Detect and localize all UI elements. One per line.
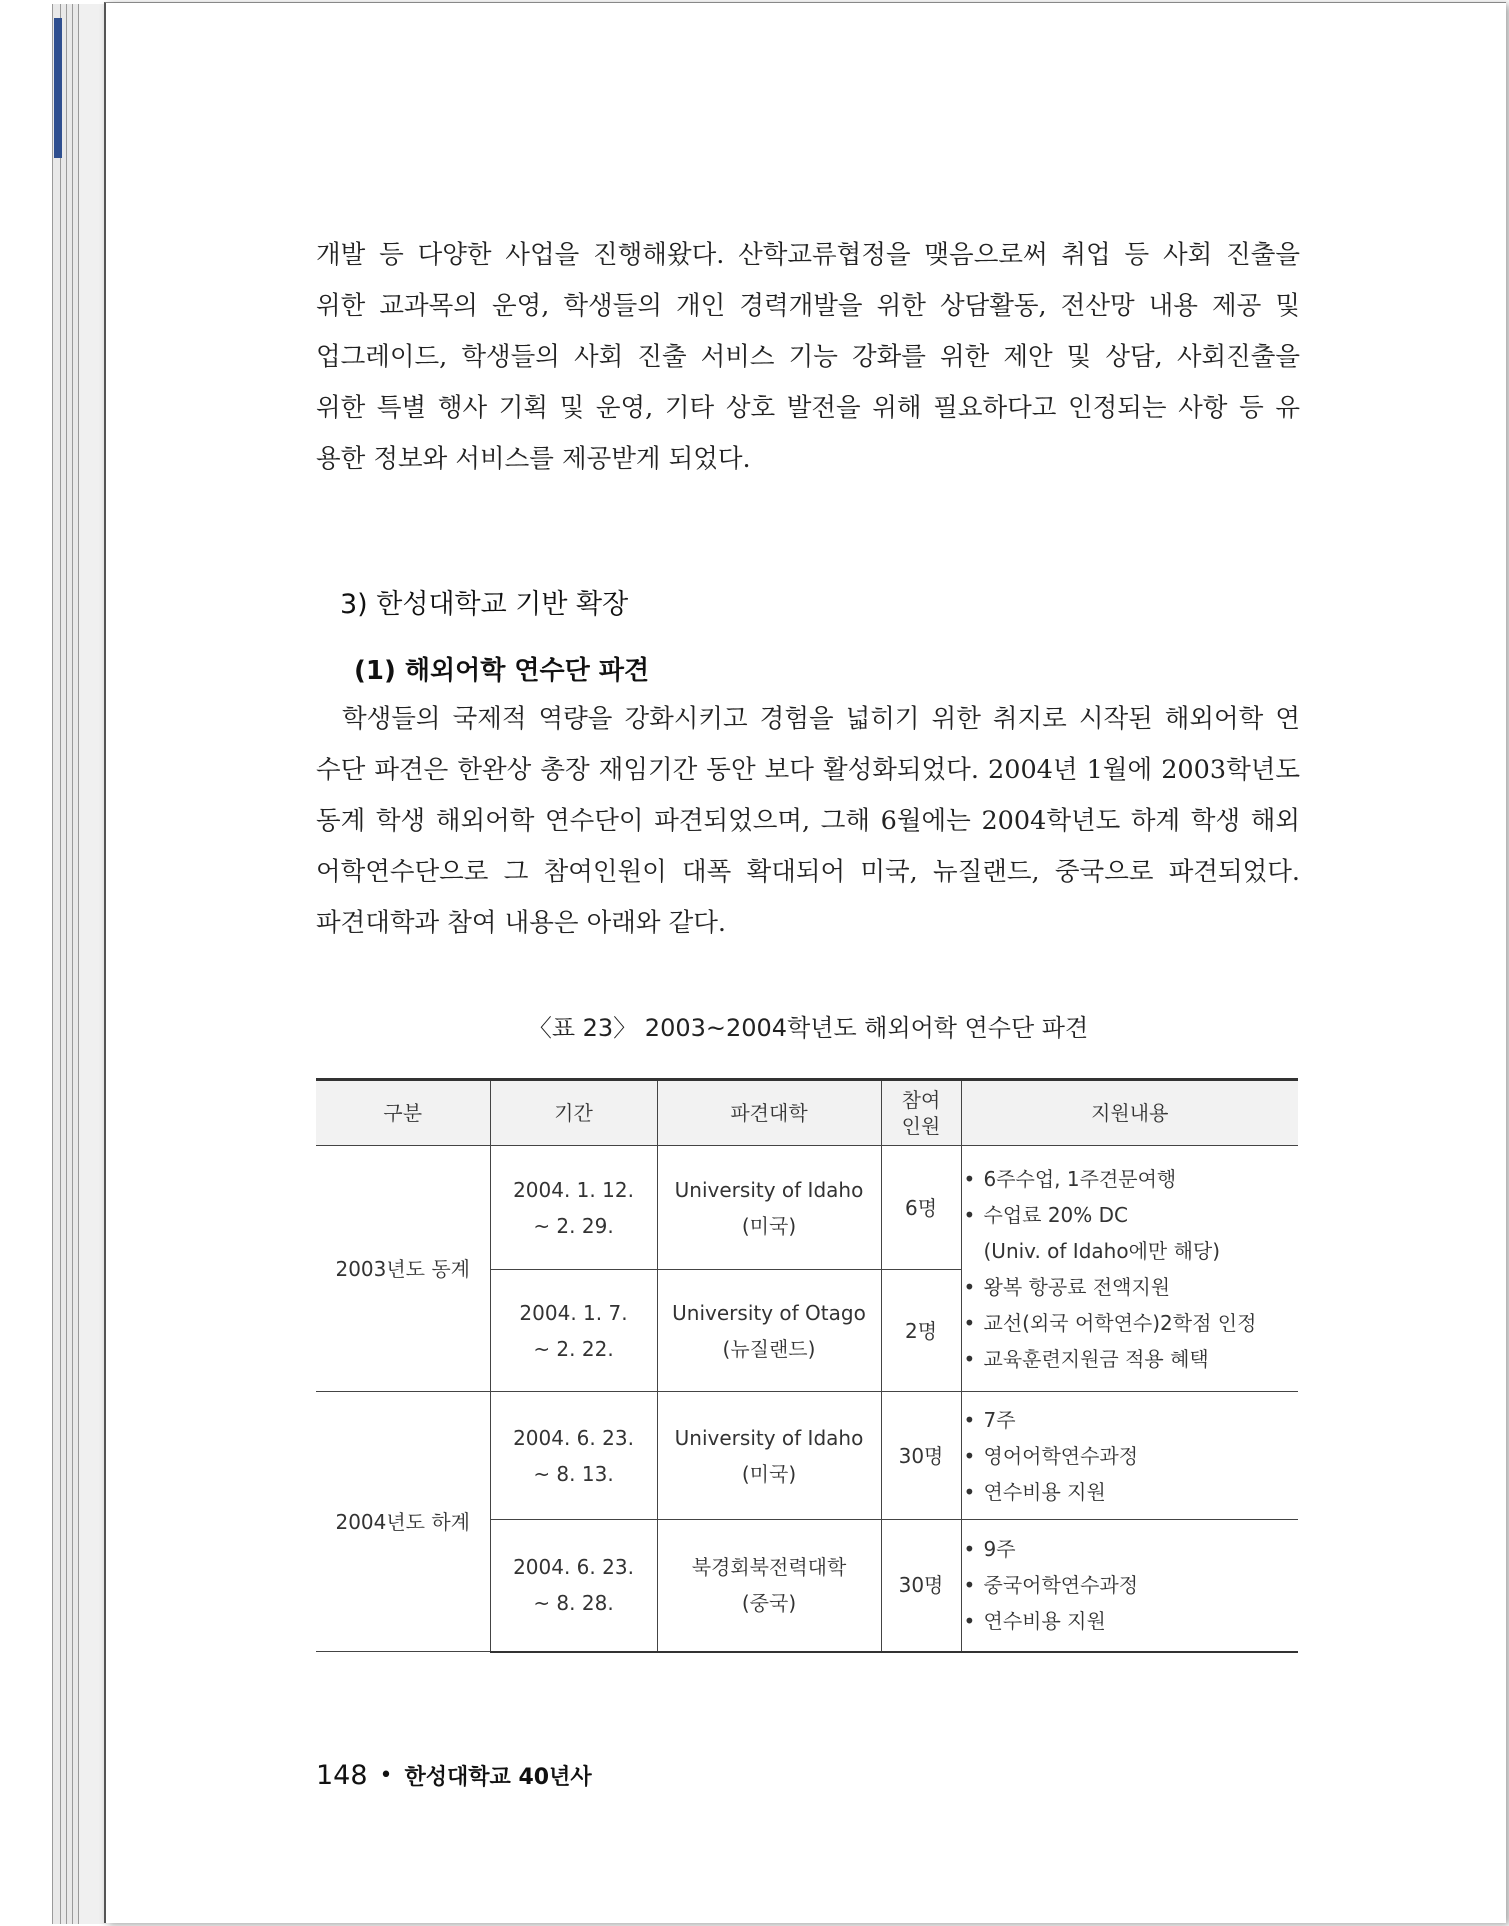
participants-cell: 2명	[881, 1270, 961, 1392]
support-item: • 연수비용 지원	[962, 1603, 1299, 1639]
university-country: (미국)	[741, 1461, 797, 1486]
university-name: 북경회북전력대학	[691, 1555, 847, 1580]
support-item-note: (Univ. of Idaho에만 해당)	[983, 1238, 1221, 1263]
support-cell	[961, 1520, 1298, 1652]
table-header-row	[316, 1080, 1298, 1146]
table-row	[316, 1146, 1298, 1270]
category-cell: 2004년도 하계	[316, 1392, 490, 1652]
university-cell	[657, 1520, 881, 1652]
period-start: 2004. 6. 23.	[513, 1555, 634, 1580]
period-end: ~ 8. 28.	[533, 1591, 614, 1616]
period-end: ~ 2. 29.	[533, 1213, 614, 1238]
intro-line: 위한 교과목의 운영, 학생들의 개인 경력개발을 위한 상담활동, 전산망 내용 제공 및	[316, 291, 1300, 321]
intro-line: 용한 정보와 서비스를 제공받게 되었다.	[316, 444, 751, 474]
main-paragraph	[316, 694, 1300, 949]
period-start: 2004. 1. 7.	[519, 1300, 628, 1325]
dispatch-table	[316, 1078, 1298, 1653]
period-start: 2004. 6. 23.	[513, 1425, 634, 1450]
period-cell	[490, 1520, 657, 1652]
section-heading: 3) 한성대학교 기반 확장	[340, 589, 629, 620]
support-item: • 연수비용 지원	[962, 1474, 1299, 1510]
header-participants-line2: 인원	[901, 1114, 941, 1138]
support-item: • 영어어학연수과정	[962, 1438, 1299, 1474]
participants-cell: 30명	[881, 1520, 961, 1652]
university-name: University of Otago	[672, 1300, 866, 1325]
support-item: • 7주	[962, 1402, 1299, 1438]
main-line: 동계 학생 해외어학 연수단이 파견되었으며, 그해 6월에는 2004학년도 하계 학생 해외	[316, 806, 1300, 836]
intro-line: 개발 등 다양한 사업을 진행해왔다. 산학교류협정을 맺음으로써 취업 등 사회 진출을	[316, 240, 1300, 270]
period-end: ~ 8. 13.	[533, 1461, 614, 1486]
intro-paragraph	[316, 230, 1300, 485]
table-caption: 〈표 23〉 2003~2004학년도 해외어학 연수단 파견	[527, 1014, 1089, 1042]
participants-cell: 6명	[881, 1146, 961, 1270]
header-support: 지원내용	[961, 1080, 1298, 1146]
book-edge	[52, 4, 108, 1924]
support-cell	[961, 1392, 1298, 1520]
support-item: • 왕복 항공료 전액지원	[962, 1269, 1299, 1305]
university-country: (뉴질랜드)	[722, 1336, 816, 1361]
period-cell	[490, 1392, 657, 1520]
university-cell	[657, 1146, 881, 1270]
page-number: 148	[316, 1760, 368, 1791]
intro-line: 업그레이드, 학생들의 사회 진출 서비스 기능 강화를 위한 제안 및 상담, 사회진출을	[316, 342, 1300, 372]
support-cell	[961, 1146, 1298, 1392]
subsection-heading: (1) 해외어학 연수단 파견	[354, 656, 650, 686]
main-line: 학생들의 국제적 역량을 강화시키고 경험을 넓히기 위한 취지로 시작된 해외어학 연	[342, 704, 1300, 734]
intro-line: 위한 특별 행사 기획 및 운영, 기타 상호 발전을 위해 필요하다고 인정되는 사항 등 유	[316, 393, 1300, 423]
university-cell	[657, 1392, 881, 1520]
main-line: 어학연수단으로 그 참여인원이 대폭 확대되어 미국, 뉴질랜드, 중국으로 파견되었다.	[316, 857, 1300, 887]
main-line: 파견대학과 참여 내용은 아래와 같다.	[316, 908, 727, 938]
support-item: • 교육훈련지원금 적용 혜택	[962, 1341, 1299, 1377]
support-item: • 6주수업, 1주견문여행	[962, 1161, 1299, 1197]
period-cell	[490, 1270, 657, 1392]
university-country: (중국)	[741, 1591, 797, 1616]
support-item: • 9주	[962, 1531, 1299, 1567]
book-title: 한성대학교 40년사	[404, 1765, 592, 1790]
page-footer	[316, 1760, 592, 1791]
period-start: 2004. 1. 12.	[513, 1177, 634, 1202]
support-item: • 수업료 20% DC	[962, 1197, 1299, 1233]
university-name: University of Idaho	[674, 1425, 864, 1450]
university-cell	[657, 1270, 881, 1392]
footer-separator: •	[379, 1763, 393, 1788]
header-participants-line1: 참여	[901, 1088, 941, 1112]
period-end: ~ 2. 22.	[533, 1336, 614, 1361]
period-cell	[490, 1146, 657, 1270]
header-category: 구분	[316, 1080, 490, 1146]
header-participants	[881, 1080, 961, 1146]
header-period: 기간	[490, 1080, 657, 1146]
support-item: • 중국어학연수과정	[962, 1567, 1299, 1603]
main-line: 수단 파견은 한완상 총장 재임기간 동안 보다 활성화되었다. 2004년 1월에 2003학년도	[316, 755, 1300, 785]
table-row	[316, 1392, 1298, 1520]
support-item: • 교선(외국 어학연수)2학점 인정	[962, 1305, 1299, 1341]
category-cell: 2003년도 동계	[316, 1146, 490, 1392]
participants-cell: 30명	[881, 1392, 961, 1520]
header-university: 파견대학	[657, 1080, 881, 1146]
university-country: (미국)	[741, 1213, 797, 1238]
university-name: University of Idaho	[674, 1177, 864, 1202]
